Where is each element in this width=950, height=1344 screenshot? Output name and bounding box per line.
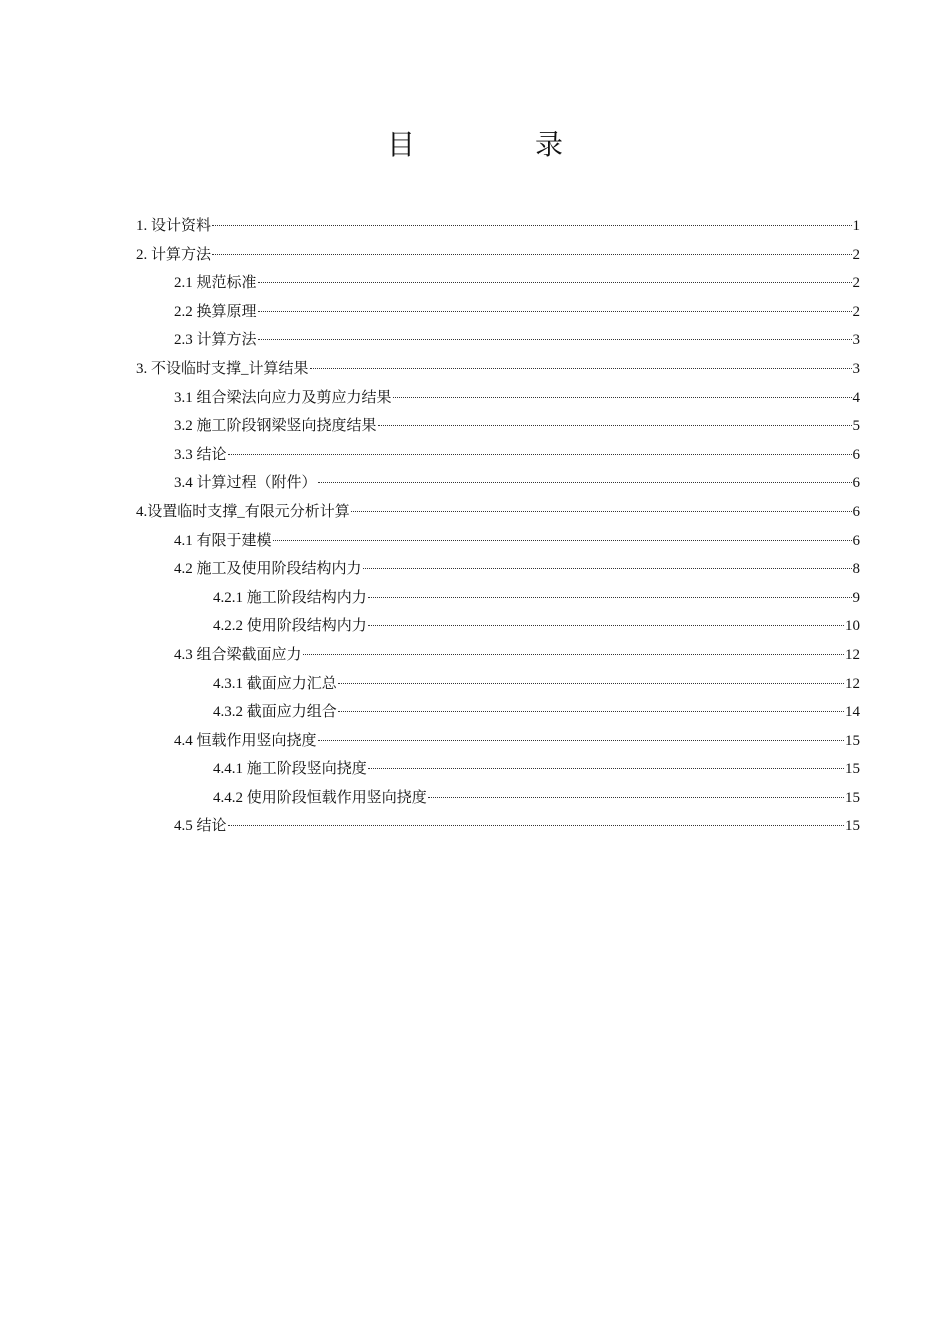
dot-leader [351,511,852,512]
dot-leader [258,339,852,340]
toc-entry-label: 2.1 规范标准 [174,275,257,292]
toc-entry-page-number: 12 [845,646,860,663]
toc-entry-page-number: 5 [852,418,860,435]
toc-entry-label: 4.3 组合梁截面应力 [174,646,302,663]
toc-entry-label: 1. 设计资料 [136,218,212,234]
dot-leader [378,425,852,426]
dot-leader [310,368,852,369]
toc-entry[interactable] [136,755,860,784]
toc-entry[interactable] [136,727,860,756]
toc-entry[interactable] [136,555,860,584]
dot-leader [212,254,851,255]
toc-entry-label: 2. 计算方法 [136,246,212,263]
toc-entry-page-number: 2 [852,246,860,263]
dot-leader [428,797,844,798]
toc-entry[interactable] [136,612,860,641]
toc-entry-label: 3. 不设临时支撑_计算结果 [136,360,309,377]
toc-entry-label: 3.1 组合梁法向应力及剪应力结果 [174,389,392,406]
toc-entry-label: 4.4.2 使用阶段恒载作用竖向挠度 [213,789,427,806]
toc-entry-page-number: 6 [852,503,860,520]
toc-entry-label: 4.设置临时支撑_有限元分析计算 [136,503,350,520]
toc-entry-label: 4.3.2 截面应力组合 [213,704,337,721]
dot-leader [368,625,844,626]
toc-entry-label: 2.2 换算原理 [174,303,257,320]
toc-entry[interactable] [136,584,860,613]
toc-entry[interactable] [136,469,860,498]
toc-entry-page-number: 15 [845,761,860,778]
toc-entry-page-number: 14 [845,704,860,721]
toc-entry-page-number: 8 [852,561,860,578]
dot-leader [228,825,844,826]
toc-entry-label: 3.2 施工阶段钢梁竖向挠度结果 [174,418,377,435]
toc-entry[interactable] [136,784,860,813]
toc-entry-page-number: 15 [845,789,860,806]
dot-leader [338,683,844,684]
dot-leader [318,482,852,483]
dot-leader [368,768,844,769]
toc-entry[interactable] [136,698,860,727]
toc-entry-label: 2.3 计算方法 [174,332,257,349]
dot-leader [212,225,851,226]
toc-entry[interactable] [136,812,860,841]
toc-entry-label: 4.3.1 截面应力汇总 [213,675,337,692]
toc-entry[interactable] [136,241,860,270]
dot-leader [393,397,852,398]
toc-title: 目 录 [386,127,609,161]
dot-leader [368,597,852,598]
toc-entry-page-number: 1 [852,218,860,234]
toc-entry-page-number: 10 [845,618,860,635]
dot-leader [338,711,844,712]
toc-entry[interactable] [136,641,860,670]
toc-entry[interactable] [136,269,860,298]
dot-leader [258,311,852,312]
toc-entry-label: 4.4.1 施工阶段竖向挠度 [213,761,367,778]
toc-entry-page-number: 2 [852,303,860,320]
toc-entry-label: 4.2 施工及使用阶段结构内力 [174,561,362,578]
toc-entry[interactable] [136,527,860,556]
toc-entry-label: 3.3 结论 [174,446,227,463]
toc-entry[interactable] [136,498,860,527]
toc-entry-page-number: 12 [845,675,860,692]
toc-entry-label: 4.2.2 使用阶段结构内力 [213,618,367,635]
toc-entry-label: 4.1 有限于建模 [174,532,272,549]
toc-entry-page-number: 6 [852,532,860,549]
toc-entry-page-number: 3 [852,332,860,349]
toc-entry[interactable] [136,326,860,355]
dot-leader [258,282,852,283]
toc-entry-label: 4.5 结论 [174,818,227,835]
toc-entry-label: 4.4 恒载作用竖向挠度 [174,732,317,749]
table-of-contents [136,212,860,841]
toc-entry[interactable] [136,298,860,327]
toc-entry-page-number: 4 [852,389,860,406]
toc-entry-page-number: 9 [852,589,860,606]
dot-leader [273,540,852,541]
toc-entry[interactable] [136,212,860,241]
toc-entry-page-number: 15 [845,818,860,835]
toc-entry[interactable] [136,441,860,470]
toc-entry-label: 4.2.1 施工阶段结构内力 [213,589,367,606]
dot-leader [363,568,852,569]
dot-leader [303,654,844,655]
toc-entry[interactable] [136,355,860,384]
toc-entry[interactable] [136,412,860,441]
toc-entry-page-number: 6 [852,475,860,492]
dot-leader [318,740,844,741]
toc-entry-page-number: 15 [845,732,860,749]
dot-leader [228,454,852,455]
toc-entry[interactable] [136,670,860,699]
toc-entry-page-number: 2 [852,275,860,292]
toc-entry[interactable] [136,384,860,413]
toc-entry-page-number: 3 [852,360,860,377]
toc-entry-label: 3.4 计算过程（附件） [174,475,317,492]
toc-entry-page-number: 6 [852,446,860,463]
